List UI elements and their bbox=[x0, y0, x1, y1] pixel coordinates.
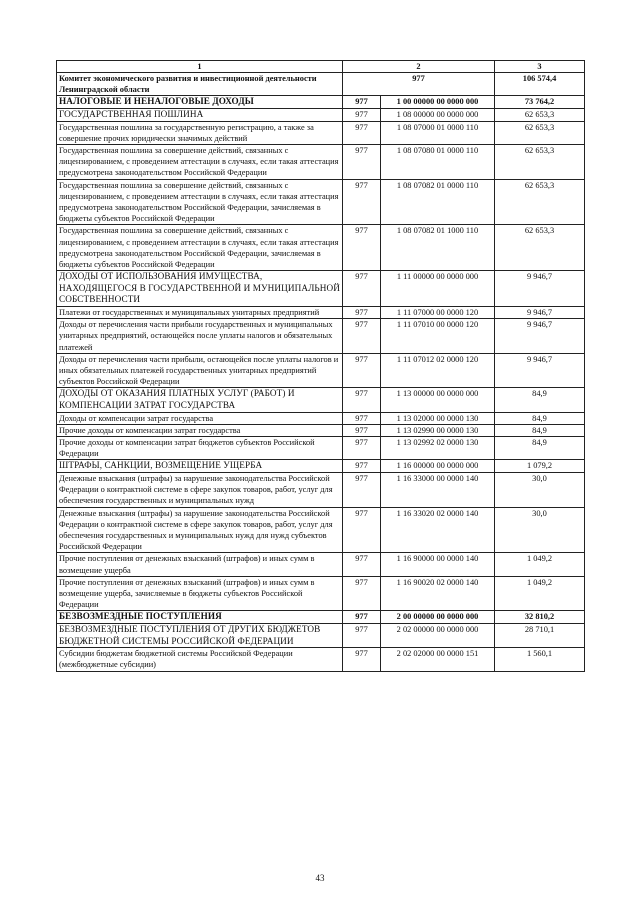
amount-cell: 62 653,3 bbox=[495, 225, 585, 271]
revenue-name-cell: НАЛОГОВЫЕ И НЕНАЛОГОВЫЕ ДОХОДЫ bbox=[57, 96, 343, 109]
administrator-cell: 977 bbox=[343, 437, 381, 460]
administrator-cell: 977 bbox=[343, 611, 381, 624]
revenue-name-cell: Доходы от компенсации затрат государства bbox=[57, 412, 343, 424]
classification-code-cell: 1 13 00000 00 0000 000 bbox=[381, 388, 495, 412]
amount-cell: 9 946,7 bbox=[495, 307, 585, 319]
amount-cell: 30,0 bbox=[495, 507, 585, 553]
classification-code-cell: 1 16 00000 00 0000 000 bbox=[381, 460, 495, 473]
header-col-3: 3 bbox=[495, 61, 585, 73]
classification-code-cell: 1 08 07080 01 0000 110 bbox=[381, 145, 495, 180]
table-row bbox=[57, 96, 585, 109]
table-row bbox=[57, 73, 585, 96]
revenue-name-cell: Государственная пошлина за совершение действий, связанных с лицензированием, с проведением аттестации в случаях, если такая аттестация предусмотрена законодательством Российской Федерации, зачисляемая в бюджеты субъектов Российской Федерации bbox=[57, 225, 343, 271]
table-row bbox=[57, 624, 585, 648]
administrator-cell: 977 bbox=[343, 507, 381, 553]
revenue-name-cell: Денежные взыскания (штрафы) за нарушение законодательства Российской Федерации о контрактной системе в сфере закупок товаров, работ, услуг для обеспечения государственных и муниципальных нужд bbox=[57, 473, 343, 508]
revenue-name-cell: ШТРАФЫ, САНКЦИИ, ВОЗМЕЩЕНИЕ УЩЕРБА bbox=[57, 460, 343, 473]
classification-code-cell: 1 13 02000 00 0000 130 bbox=[381, 412, 495, 424]
table-row bbox=[57, 307, 585, 319]
amount-cell: 62 653,3 bbox=[495, 145, 585, 180]
table-row bbox=[57, 648, 585, 671]
page-number: 43 bbox=[315, 873, 325, 883]
revenue-table bbox=[56, 60, 585, 672]
table-row bbox=[57, 353, 585, 388]
amount-cell: 62 653,3 bbox=[495, 109, 585, 122]
classification-code-cell: 1 11 07000 00 0000 120 bbox=[381, 307, 495, 319]
classification-code-cell: 1 11 07012 02 0000 120 bbox=[381, 353, 495, 388]
amount-cell: 73 764,2 bbox=[495, 96, 585, 109]
administrator-cell: 977 bbox=[343, 225, 381, 271]
classification-code-cell: 1 11 07010 00 0000 120 bbox=[381, 319, 495, 354]
classification-code-cell: 2 02 00000 00 0000 000 bbox=[381, 624, 495, 648]
table-row bbox=[57, 473, 585, 508]
amount-cell: 1 049,2 bbox=[495, 576, 585, 611]
revenue-name-cell: Прочие поступления от денежных взысканий (штрафов) и иных сумм в возмещение ущерба, зачисляемые в бюджеты субъектов Российской Федерации bbox=[57, 576, 343, 611]
table-row bbox=[57, 553, 585, 576]
classification-code-cell: 1 00 00000 00 0000 000 bbox=[381, 96, 495, 109]
administrator-cell: 977 bbox=[343, 307, 381, 319]
administrator-cell: 977 bbox=[343, 353, 381, 388]
table-row bbox=[57, 145, 585, 180]
table-row bbox=[57, 611, 585, 624]
administrator-cell: 977 bbox=[343, 145, 381, 180]
administrator-cell: 977 bbox=[343, 424, 381, 436]
classification-code-cell: 1 08 07082 01 0000 110 bbox=[381, 179, 495, 225]
table-row bbox=[57, 179, 585, 225]
classification-code-cell: 1 13 02990 00 0000 130 bbox=[381, 424, 495, 436]
table-body bbox=[57, 73, 585, 672]
classification-code-cell: 1 08 07000 01 0000 110 bbox=[381, 121, 495, 144]
administrator-cell: 977 bbox=[343, 319, 381, 354]
table-row bbox=[57, 319, 585, 354]
amount-cell: 84,9 bbox=[495, 437, 585, 460]
classification-code-cell: 1 11 00000 00 0000 000 bbox=[381, 271, 495, 307]
header-col-2: 2 bbox=[343, 61, 495, 73]
amount-cell: 28 710,1 bbox=[495, 624, 585, 648]
classification-code-cell: 1 16 33020 02 0000 140 bbox=[381, 507, 495, 553]
amount-cell: 1 079,2 bbox=[495, 460, 585, 473]
table-row bbox=[57, 109, 585, 122]
revenue-name-cell: ГОСУДАРСТВЕННАЯ ПОШЛИНА bbox=[57, 109, 343, 122]
table-row bbox=[57, 437, 585, 460]
classification-code-cell: 1 08 00000 00 0000 000 bbox=[381, 109, 495, 122]
amount-cell: 62 653,3 bbox=[495, 179, 585, 225]
administrator-cell: 977 bbox=[343, 648, 381, 671]
revenue-name-cell: Прочие доходы от компенсации затрат государства bbox=[57, 424, 343, 436]
revenue-name-cell: Прочие поступления от денежных взысканий (штрафов) и иных сумм в возмещение ущерба bbox=[57, 553, 343, 576]
amount-cell: 9 946,7 bbox=[495, 353, 585, 388]
administrator-cell: 977 bbox=[343, 109, 381, 122]
revenue-name-cell: Субсидии бюджетам бюджетной системы Российской Федерации (межбюджетные субсидии) bbox=[57, 648, 343, 671]
classification-code-cell: 1 16 90020 02 0000 140 bbox=[381, 576, 495, 611]
table-row bbox=[57, 225, 585, 271]
table-row bbox=[57, 412, 585, 424]
classification-code-cell: 2 00 00000 00 0000 000 bbox=[381, 611, 495, 624]
revenue-name-cell: Государственная пошлина за совершение действий, связанных с лицензированием, с проведением аттестации в случаях, если такая аттестация предусмотрена законодательством Российской Федерации bbox=[57, 145, 343, 180]
administrator-cell: 977 bbox=[343, 96, 381, 109]
amount-cell: 62 653,3 bbox=[495, 121, 585, 144]
administrator-cell: 977 bbox=[343, 553, 381, 576]
classification-code-cell: 1 16 33000 00 0000 140 bbox=[381, 473, 495, 508]
header-col-1: 1 bbox=[57, 61, 343, 73]
table-header-row bbox=[57, 61, 585, 73]
classification-code-cell: 1 08 07082 01 1000 110 bbox=[381, 225, 495, 271]
revenue-name-cell: Доходы от перечисления части прибыли, остающейся после уплаты налогов и иных обязательных платежей государственных унитарных предприятий субъектов Российской Федерации bbox=[57, 353, 343, 388]
revenue-name-cell: ДОХОДЫ ОТ ОКАЗАНИЯ ПЛАТНЫХ УСЛУГ (РАБОТ) И КОМПЕНСАЦИИ ЗАТРАТ ГОСУДАРСТВА bbox=[57, 388, 343, 412]
table-row bbox=[57, 576, 585, 611]
administrator-cell: 977 bbox=[343, 624, 381, 648]
amount-cell: 84,9 bbox=[495, 424, 585, 436]
administrator-cell: 977 bbox=[343, 121, 381, 144]
amount-cell: 84,9 bbox=[495, 388, 585, 412]
classification-code-cell: 2 02 02000 00 0000 151 bbox=[381, 648, 495, 671]
administrator-cell: 977 bbox=[343, 388, 381, 412]
administrator-cell: 977 bbox=[343, 473, 381, 508]
administrator-cell: 977 bbox=[343, 412, 381, 424]
table-row bbox=[57, 271, 585, 307]
revenue-name-cell: Государственная пошлина за совершение действий, связанных с лицензированием, с проведением аттестации в случаях, если такая аттестация предусмотрена законодательством Российской Федерации, зачисляемая в бюджеты субъектов Российской Федерации bbox=[57, 179, 343, 225]
administrator-cell: 977 bbox=[343, 460, 381, 473]
revenue-name-cell: ДОХОДЫ ОТ ИСПОЛЬЗОВАНИЯ ИМУЩЕСТВА, НАХОДЯЩЕГОСЯ В ГОСУДАРСТВЕННОЙ И МУНИЦИПАЛЬНОЙ СОБСТВЕННОСТИ bbox=[57, 271, 343, 307]
amount-cell: 106 574,4 bbox=[495, 73, 585, 96]
amount-cell: 30,0 bbox=[495, 473, 585, 508]
document-page bbox=[56, 60, 584, 672]
revenue-name-cell: Прочие доходы от компенсации затрат бюджетов субъектов Российской Федерации bbox=[57, 437, 343, 460]
administrator-code-cell: 977 bbox=[343, 73, 495, 96]
table-row bbox=[57, 460, 585, 473]
amount-cell: 9 946,7 bbox=[495, 319, 585, 354]
amount-cell: 32 810,2 bbox=[495, 611, 585, 624]
amount-cell: 1 560,1 bbox=[495, 648, 585, 671]
amount-cell: 9 946,7 bbox=[495, 271, 585, 307]
administrator-cell: 977 bbox=[343, 179, 381, 225]
classification-code-cell: 1 13 02992 02 0000 130 bbox=[381, 437, 495, 460]
revenue-name-cell: БЕЗВОЗМЕЗДНЫЕ ПОСТУПЛЕНИЯ ОТ ДРУГИХ БЮДЖЕТОВ БЮДЖЕТНОЙ СИСТЕМЫ РОССИЙСКОЙ ФЕДЕРАЦИИ bbox=[57, 624, 343, 648]
revenue-name-cell: Государственная пошлина за государственную регистрацию, а также за совершение прочих юридически значимых действий bbox=[57, 121, 343, 144]
revenue-name-cell: Доходы от перечисления части прибыли государственных и муниципальных унитарных предприятий, остающейся после уплаты налогов и обязательных платежей bbox=[57, 319, 343, 354]
revenue-name-cell: Платежи от государственных и муниципальных унитарных предприятий bbox=[57, 307, 343, 319]
table-row bbox=[57, 424, 585, 436]
administrator-cell: 977 bbox=[343, 576, 381, 611]
amount-cell: 84,9 bbox=[495, 412, 585, 424]
table-row bbox=[57, 388, 585, 412]
table-row bbox=[57, 507, 585, 553]
amount-cell: 1 049,2 bbox=[495, 553, 585, 576]
revenue-name-cell: Комитет экономического развития и инвестиционной деятельности Ленинградской области bbox=[57, 73, 343, 96]
table-row bbox=[57, 121, 585, 144]
classification-code-cell: 1 16 90000 00 0000 140 bbox=[381, 553, 495, 576]
revenue-name-cell: Денежные взыскания (штрафы) за нарушение законодательства Российской Федерации о контрактной системе в сфере закупок товаров, работ, услуг для обеспечения государственных и муниципальных нужд для нужд субъектов Российской Федерации bbox=[57, 507, 343, 553]
revenue-name-cell: БЕЗВОЗМЕЗДНЫЕ ПОСТУПЛЕНИЯ bbox=[57, 611, 343, 624]
administrator-cell: 977 bbox=[343, 271, 381, 307]
